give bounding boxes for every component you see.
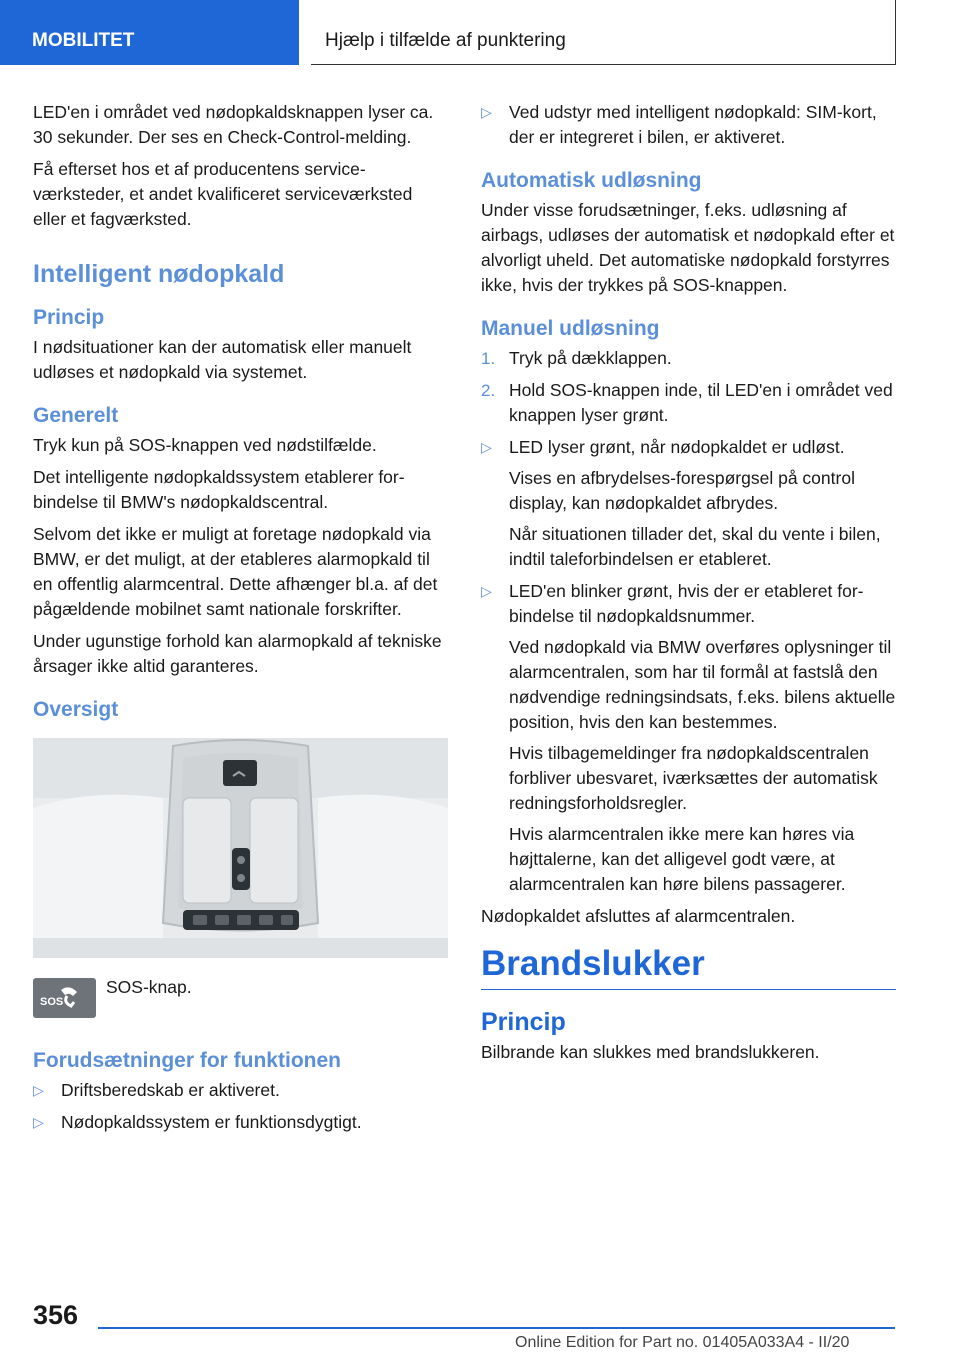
- list-item: [481, 579, 896, 897]
- requirement-text: Nødopkaldssystem er funktionsdygtigt.: [61, 1112, 362, 1132]
- figure-legend: [33, 978, 448, 1018]
- end-call-text: Nødopkaldet afsluttes af alarmcentralen.: [481, 906, 796, 926]
- requirement-text: Driftsberedskab er aktiveret.: [61, 1080, 280, 1100]
- step-text: Tryk på dækklappen.: [509, 348, 672, 368]
- fire-extinguisher-text: Bilbrande kan slukkes med brandslukkeren.: [481, 1042, 820, 1062]
- led-status-detail: Hvis alarmcentralen ikke mere kan høres via højttalerne, kan det alligevel godt være, at alarmcentralen kan høre bilens passagerer.: [509, 824, 855, 894]
- step-number: 2.: [481, 381, 496, 400]
- general-paragraph-1: Tryk kun på SOS-knappen ved nødstilfælde.: [33, 435, 377, 455]
- automatic-trigger-text: Under visse forudsætninger, f.eks. udløsning af airbags, udløses der automatisk et nødopkald efter et alvorligt uheld. Det automatiske nødopkald forstyrres ikke, hvis der trykkes på SOS-knappen.: [481, 200, 895, 295]
- heading-principle-fire: Princip: [481, 1008, 566, 1036]
- intro-paragraph-1: LED'en i området ved nødopkaldsknappen lyser ca. 30 sekunder. Der ses en Check-Control-melding.: [33, 102, 434, 147]
- triangle-bullet-icon: ▷: [33, 1082, 44, 1098]
- led-status-text: LED lyser grønt, når nødopkaldet er udløst.: [509, 437, 845, 457]
- list-item: [481, 435, 896, 572]
- general-paragraph-2: Det intelligente nødopkaldssystem etablerer forbindelse til BMW's nødopkaldscentral.: [33, 467, 405, 512]
- led-status-detail: Når situationen tillader det, skal du vente i bilen, indtil taleforbindelsen er etableret.: [509, 524, 881, 569]
- list-item: [481, 378, 896, 428]
- section-label: MOBILITET: [32, 30, 135, 51]
- heading-fire-extinguisher: Brandslukker: [481, 951, 896, 990]
- requirements-list-continued: [481, 100, 896, 150]
- page-header-title: [311, 0, 896, 65]
- roof-console-illustration: [33, 738, 448, 958]
- principle-text: I nødsituationer kan der automatisk eller manuelt udløses et nødopkald via systemet.: [33, 337, 412, 382]
- heading-requirements: Forudsætninger for funktionen: [33, 1049, 341, 1072]
- right-column: [481, 100, 896, 1072]
- led-status-detail: Hvis tilbagemeldinger fra nødopkaldscentralen forbliver ubesvaret, iværksættes der automatisk redningsforholdsregler.: [509, 743, 878, 813]
- step-number: 1.: [481, 349, 496, 368]
- led-status-text: LED'en blinker grønt, hvis der er etableret forbindelse til nødopkaldsnummer.: [509, 581, 864, 626]
- list-item: [481, 100, 896, 150]
- heading-overview: Oversigt: [33, 698, 119, 721]
- sos-button-icon: [33, 978, 96, 1018]
- footer-divider: [98, 1327, 895, 1329]
- list-item: [33, 1078, 448, 1103]
- sos-icon-label: SOS: [40, 996, 64, 1008]
- intro-paragraph-2: Få efterset hos et af producentens serviceværksteder, et andet kvalificeret serviceværksted eller et fagværksted.: [33, 159, 413, 229]
- requirement-text: Ved udstyr med intelligent nødopkald: SIM-kort, der er integreret i bilen, er aktiveret.: [509, 102, 877, 147]
- heading-principle: Princip: [33, 306, 105, 329]
- left-column: [33, 100, 448, 1142]
- sos-legend-text: SOS-knap.: [106, 977, 192, 997]
- triangle-bullet-icon: ▷: [481, 439, 492, 455]
- triangle-bullet-icon: ▷: [481, 104, 492, 120]
- footer-edition-text: Online Edition for Part no. 01405A033A4 - II/20: [515, 1334, 850, 1351]
- heading-intelligent-emergency-call: Intelligent nødopkald: [33, 260, 285, 288]
- section-tab: [0, 0, 299, 65]
- step-text: Hold SOS-knappen inde, til LED'en i området ved knappen lyser grønt.: [509, 380, 893, 425]
- general-paragraph-4: Under ugunstige forhold kan alarmopkald af tekniske årsager ikke altid garanteres.: [33, 631, 442, 676]
- led-status-detail: Ved nødopkald via BMW overføres oplysninger til alarmcentralen, som har til formål at fastslå den nødvendige redningsindsats, f.eks. bilens aktuelle position, hvis den kan bestemmes.: [509, 637, 896, 732]
- general-paragraph-3: Selvom det ikke er muligt at foretage nødopkald via BMW, er det muligt, at der etableres alarmopkald til en offentlig alarmcentral. Dette afhænger bl.a. af det pågældende mobilnet samt nationale forskrifter.: [33, 524, 438, 619]
- requirements-list: [33, 1078, 448, 1135]
- led-status-detail: Vises en afbrydelses-forespørgsel på control display, kan nødopkaldet afbrydes.: [509, 468, 855, 513]
- page-number: 356: [33, 1300, 79, 1330]
- heading-general: Generelt: [33, 404, 119, 427]
- led-status-list: [481, 435, 896, 897]
- heading-manual-trigger: Manuel udløsning: [481, 317, 660, 340]
- heading-automatic-trigger: Automatisk udløsning: [481, 169, 702, 192]
- manual-steps-list: [481, 346, 896, 428]
- list-item: [33, 1110, 448, 1135]
- triangle-bullet-icon: ▷: [481, 583, 492, 599]
- triangle-bullet-icon: ▷: [33, 1114, 44, 1130]
- chapter-title: Hjælp i tilfælde af punktering: [325, 30, 566, 51]
- list-item: [481, 346, 896, 371]
